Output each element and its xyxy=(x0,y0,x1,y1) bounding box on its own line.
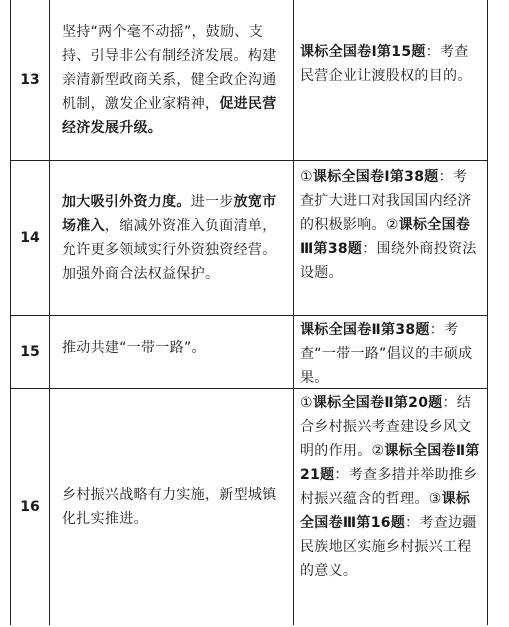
text-segment: ② xyxy=(385,217,399,233)
table-row xyxy=(10,161,488,316)
row-number-digit: 1 xyxy=(20,498,30,515)
bold-text-segment: 课标全国卷Ⅱ第20题 xyxy=(312,395,443,411)
table-row xyxy=(10,316,488,389)
exam-cell xyxy=(294,316,488,388)
row-number xyxy=(10,161,50,315)
text-segment: ① xyxy=(300,169,313,185)
row-number-digit: 1 xyxy=(20,71,30,88)
text-segment: ：围绕外商投资法设题。 xyxy=(300,241,477,281)
text-segment: ，缩减外资准入负面清单，允许更多领域实行外资独资经营。加强外商合法权益保护。 xyxy=(62,218,277,282)
policy-cell xyxy=(50,0,294,160)
row-number xyxy=(10,0,50,160)
bold-text-segment: 加大吸引外资力度。 xyxy=(62,194,191,210)
exam-cell xyxy=(294,389,488,625)
policy-cell xyxy=(50,316,294,388)
bold-text-segment: 课标全国卷Ⅱ第21题 xyxy=(300,443,480,483)
policy-exam-table xyxy=(10,0,488,625)
bold-text-segment: 课标全国卷Ⅲ第16题 xyxy=(300,491,471,531)
bold-text-segment: 课标全国卷Ⅰ第15题 xyxy=(300,44,426,60)
text-segment: ：结合乡村振兴考查建设乡风文明的作用。② xyxy=(300,395,472,459)
row-number-digit: 1 xyxy=(20,229,30,246)
text-segment: ：考查扩大进口对我国国内经济的积极影响。 xyxy=(300,169,472,233)
bold-text-segment: 课标全国卷Ⅰ第38题 xyxy=(312,169,439,185)
row-number-digit: 6 xyxy=(30,498,40,515)
bold-text-segment: 放宽市场准入 xyxy=(62,194,277,234)
text-segment: ：考查“一带一路”倡议的丰硕成果。 xyxy=(300,322,473,386)
row-number-digit: 3 xyxy=(30,71,40,88)
bold-text-segment: 促进民营经济发展升级。 xyxy=(62,96,277,136)
text-segment: ：考查民营企业让渡股权的目的。 xyxy=(300,44,472,84)
bold-text-segment: 课标全国卷Ⅲ第38题 xyxy=(300,217,471,257)
exam-cell xyxy=(294,0,488,160)
bold-text-segment: 课标全国卷Ⅱ第38题 xyxy=(300,322,430,338)
policy-cell xyxy=(50,161,294,315)
text-segment: 进一步 xyxy=(190,194,234,210)
table-row xyxy=(10,0,488,161)
table-row xyxy=(10,389,488,625)
text-segment: 坚持“两个毫不动摇”，鼓励、支持、引导非公有制经济发展。构建亲清新型政商关系，健全政企沟通机制，激发企业家精神， xyxy=(62,24,277,112)
text-segment: ① xyxy=(300,395,313,411)
exam-cell xyxy=(294,161,488,315)
row-number-digit: 5 xyxy=(30,343,40,360)
policy-cell xyxy=(50,389,294,625)
row-number-digit: 1 xyxy=(20,343,30,360)
text-segment: 推动共建“一带一路”。 xyxy=(62,340,206,356)
row-number xyxy=(10,389,50,625)
text-segment: ：考查多措并举助推乡村振兴蕴含的哲理。③ xyxy=(300,467,478,507)
row-number xyxy=(10,316,50,388)
row-number-digit: 4 xyxy=(30,229,40,246)
text-segment: 乡村振兴战略有力实施，新型城镇化扎实推进。 xyxy=(62,487,277,527)
text-segment: ：考查边疆民族地区实施乡村振兴工程的意义。 xyxy=(300,515,477,579)
